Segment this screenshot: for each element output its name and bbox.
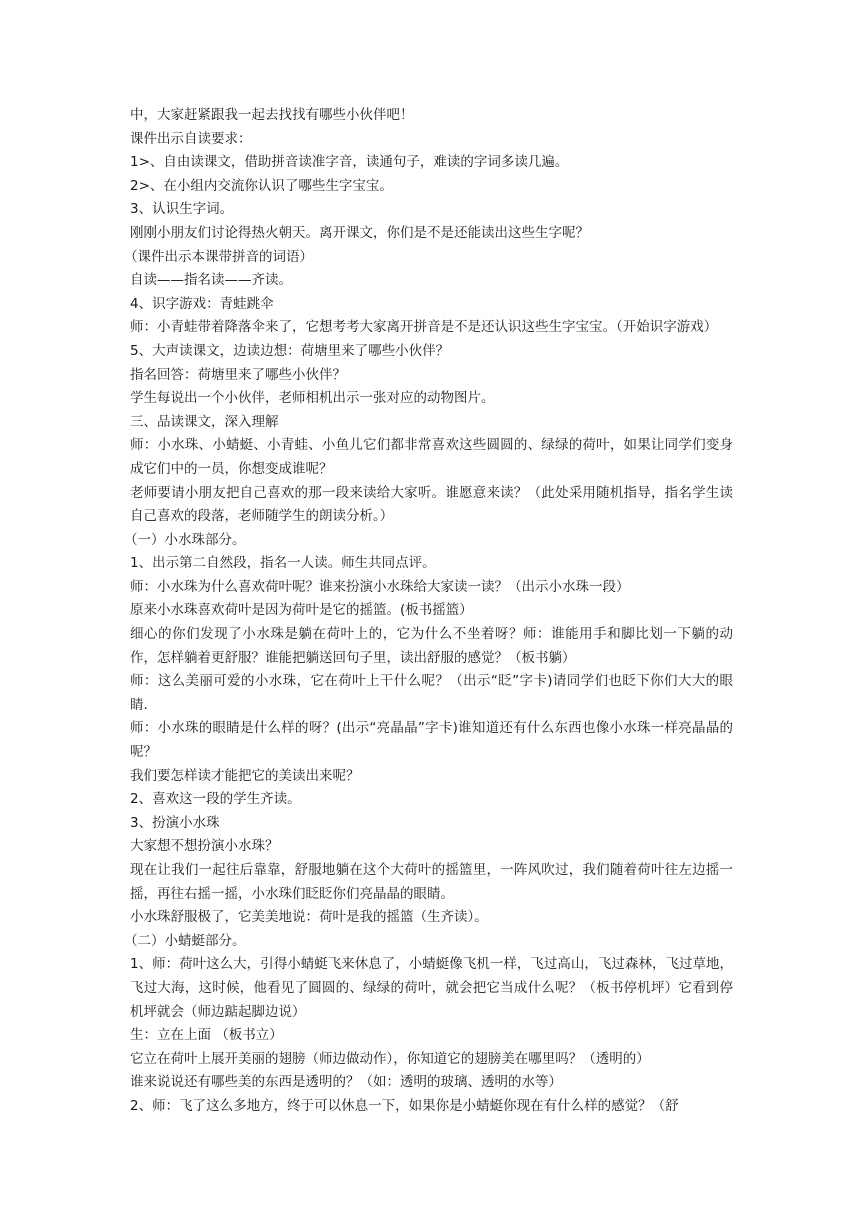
subsection-heading: （一）小水珠部分。 [124,531,246,548]
paragraph: 3、认识生字词。 [130,201,234,218]
paragraph: 老师要请小朋友把自己喜欢的那一段来读给大家听。谁愿意来读？（此处采用随机指导，指名学生读自己喜欢的段落，老师随学生的朗读分析。） [130,484,733,525]
paragraph: 2、喜欢这一段的学生齐读。 [130,791,301,808]
paragraph: 师：小水珠为什么喜欢荷叶呢？谁来扮演小水珠给大家读一读？（出示小水珠一段） [130,578,630,595]
paragraph: 2>、在小组内交流你认识了哪些生字宝宝。 [130,177,393,194]
paragraph: 自读——指名读——齐读。 [130,272,292,289]
paragraph: 1、出示第二自然段，指名一人读。师生共同点评。 [130,555,436,572]
paragraph: 大家想不想扮演小水珠？ [130,838,279,855]
paragraph: 4、识字游戏：青蛙跳伞 [130,295,274,312]
paragraph: 刚刚小朋友们讨论得热火朝天。离开课文，你们是不是还能读出这些生字呢？ [130,224,589,241]
paragraph: 它立在荷叶上展开美丽的翅膀（师边做动作），你知道它的翅膀美在哪里吗？（透明的） [130,1050,650,1067]
paragraph: 细心的你们发现了小水珠是躺在荷叶上的，它为什么不坐着呀？师：谁能用手和脚比划一下躺的动作，怎样躺着更舒服？谁能把躺送回句子里，读出舒服的感觉？（板书躺） [130,626,733,666]
paragraph: 指名回答：荷塘里来了哪些小伙伴？ [130,366,346,383]
section-heading: 三、品读课文，深入理解 [130,413,279,430]
subsection-heading: （二）小蜻蜓部分。 [124,932,246,949]
paragraph: 5、大声读课文，边读边想：荷塘里来了哪些小伙伴？ [130,342,450,359]
paragraph: 原来小水珠喜欢荷叶是因为荷叶是它的摇篮。(板书摇篮） [130,602,473,619]
paragraph: 1>、自由读课文，借助拼音读准字音，读通句子，难读的字词多读几遍。 [130,154,569,171]
paragraph: 谁来说说还有哪些美的东西是透明的？（如：透明的玻璃、透明的水等） [130,1074,562,1091]
paragraph: 课件出示自读要求： [130,130,252,147]
paragraph: 中，大家赶紧跟我一起去找找有哪些小伙伴吧！ [130,107,414,123]
paragraph: 2、师：飞了这么多地方，终于可以休息一下，如果你是小蜻蜓你现在有什么样的感觉？（舒 [130,1097,679,1114]
paragraph: 3、扮演小水珠 [130,814,220,831]
paragraph: 师：小青蛙带着降落伞来了，它想考考大家离开拼音是不是还认识这些生字宝宝。（开始识字游戏） [130,319,718,336]
paragraph: 1、师：荷叶这么大，引得小蜻蜓飞来休息了，小蜻蜓像飞机一样，飞过高山，飞过森林，飞过草地，飞过大海，这时候，他看见了圆圆的、绿绿的荷叶，就会把它当成什么呢？（板书停机坪）它看到停机坪就会（师边踮起脚边说） [130,956,733,1020]
paragraph: 我们要怎样读才能把它的美读出来呢？ [130,767,360,784]
paragraph: 学生每说出一个小伙伴，老师相机出示一张对应的动物图片。 [130,390,495,407]
paragraph: 师：这么美丽可爱的小水珠，它在荷叶上干什么呢？（出示“眨”字卡)请同学们也眨下你们大大的眼睛. [130,673,733,713]
paragraph: 师：小水珠的眼睛是什么样的呀？(出示“亮晶晶”字卡)谁知道还有什么东西也像小水珠一样亮晶晶的呢？ [130,720,733,761]
paragraph: 师：小水珠、小蜻蜓、小青蛙、小鱼儿它们都非常喜欢这些圆圆的、绿绿的荷叶，如果让同学们变身成它们中的一员，你想变成谁呢？ [130,437,733,477]
paragraph: 生：立在上面 （板书立） [130,1027,283,1044]
document-page [124,104,733,1119]
paragraph: （课件出示本课带拼音的词语） [124,248,313,265]
paragraph: 现在让我们一起往后靠靠，舒服地躺在这个大荷叶的摇篮里，一阵风吹过，我们随着荷叶往左边摇一摇，再往右摇一摇，小水珠们眨眨你们亮晶晶的眼睛。 [130,862,733,902]
paragraph: 小水珠舒服极了，它美美地说：荷叶是我的摇篮（生齐读）。 [130,909,488,926]
